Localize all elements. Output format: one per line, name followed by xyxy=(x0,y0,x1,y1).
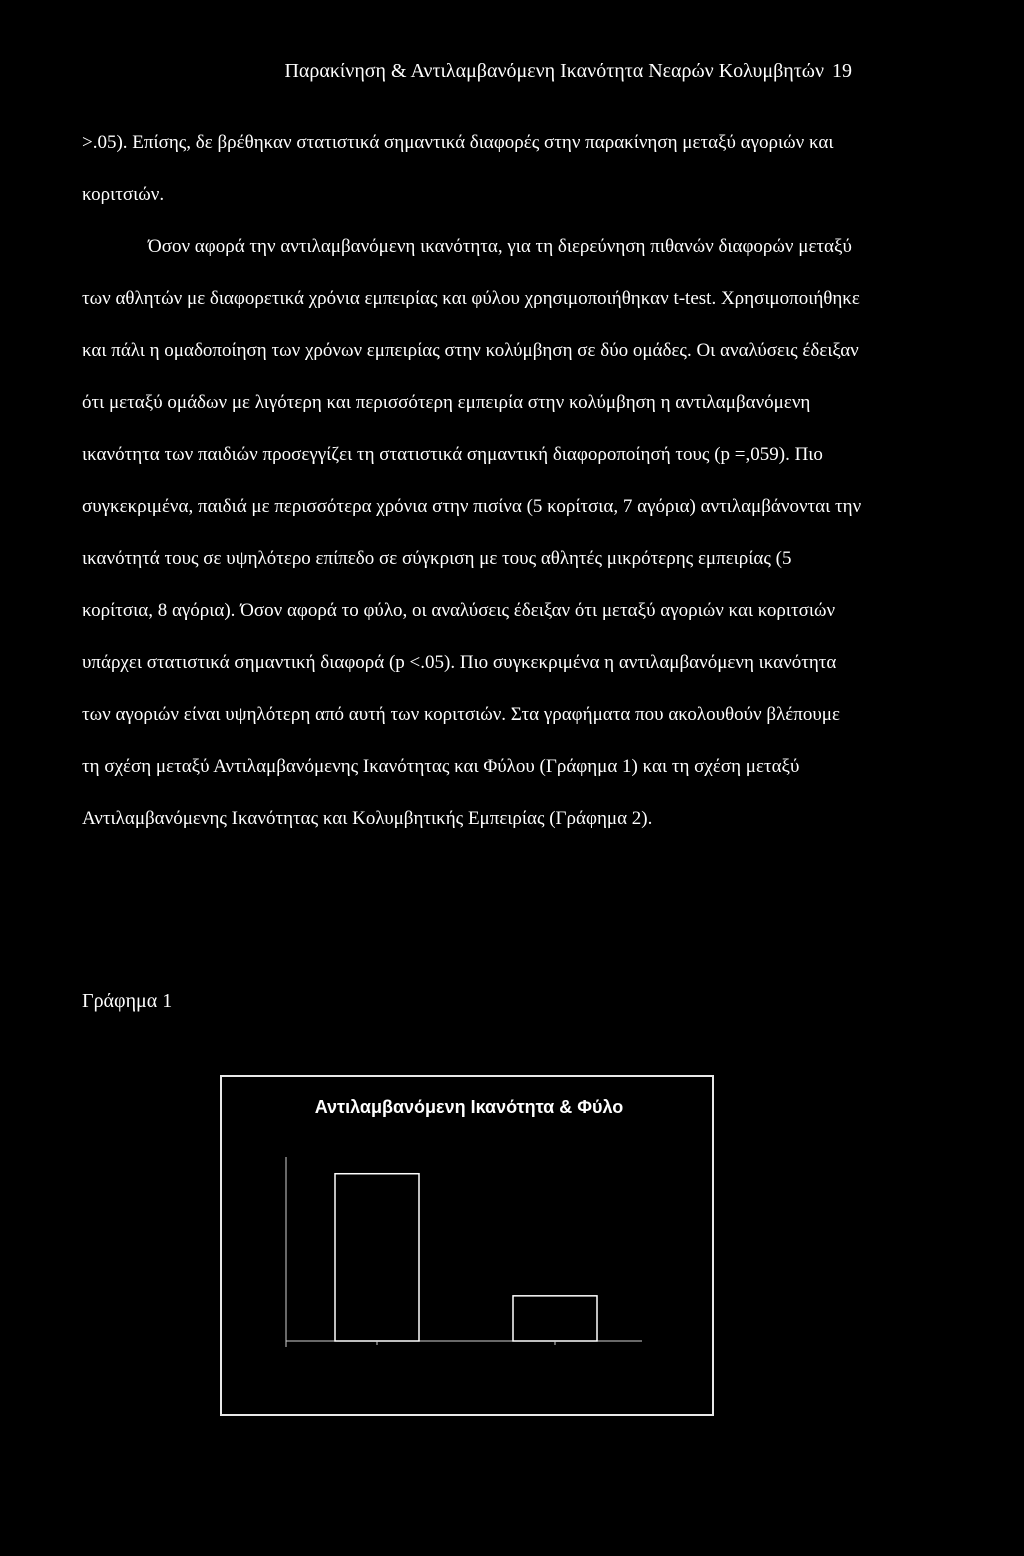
running-header-title: Παρακίνηση & Αντιλαμβανόμενη Ικανότητα Νεαρών Κολυμβητών xyxy=(284,60,824,82)
bar-chart xyxy=(222,1077,716,1418)
bar-2 xyxy=(513,1296,597,1341)
page-number: 19 xyxy=(832,60,852,82)
bar-1 xyxy=(335,1174,419,1341)
running-header xyxy=(0,60,852,83)
chart-frame xyxy=(220,1075,714,1416)
body-paragraph-2: Όσον αφορά την αντιλαμβανόμενη ικανότητα, για τη διερεύνηση πιθανών διαφορών μεταξύ των αθλητών με διαφορετικά χρόνια εμπειρίας και φύλου χρησιμοποιήθηκαν t-test. Χρησιμοποιήθηκε και πάλι η ομαδοποίηση των χρόνων εμπειρίας στην κολύμβηση σε δύο ομάδες. Οι αναλύσεις έδειξαν ότι μεταξύ ομάδων με λιγότερη και περισσότερη εμπειρία στην κολύμβηση η αντιλαμβανόμενη ικανότητα των παιδιών προσεγγίζει τη στατιστικά σημαντική διαφοροποίησή τους (p =,059). Πιο συγκεκριμένα, παιδιά με περισσότερα χρόνια στην πισίνα (5 κορίτσια, 7 αγόρια) αντιλαμβάνονται την ικανότητά τους σε υψηλότερο επίπεδο σε σύγκριση με τους αθλητές μικρότερης εμπειρίας (5 κορίτσια, 8 αγόρια). Όσον αφορά το φύλο, οι αναλύσεις έδειξαν ότι μεταξύ αγοριών και κοριτσιών υπάρχει στατιστικά σημαντική διαφορά (p <.05). Πιο συγκεκριμένα η αντιλαμβανόμενη ικανότητα των αγοριών είναι υψηλότερη από αυτή των κοριτσιών. Στα γραφήματα που ακολουθούν βλέπουμε τη σχέση μεταξύ Αντιλαμβανόμενης Ικανότητας και Φύλου (Γράφημα 1) και τη σχέση μεταξύ Αντιλαμβανόμενης Ικανότητας και Κολυμβητικής Εμπειρίας (Γράφημα 2). xyxy=(82,236,862,829)
body-paragraph-1: >.05). Επίσης, δε βρέθηκαν στατιστικά σημαντικά διαφορές στην παρακίνηση μεταξύ αγοριών και κοριτσιών. xyxy=(82,132,834,205)
chart-title: Αντιλαμβανόμενη Ικανότητα & Φύλο xyxy=(314,1097,624,1117)
figure-caption: Γράφημα 1 xyxy=(82,990,173,1012)
